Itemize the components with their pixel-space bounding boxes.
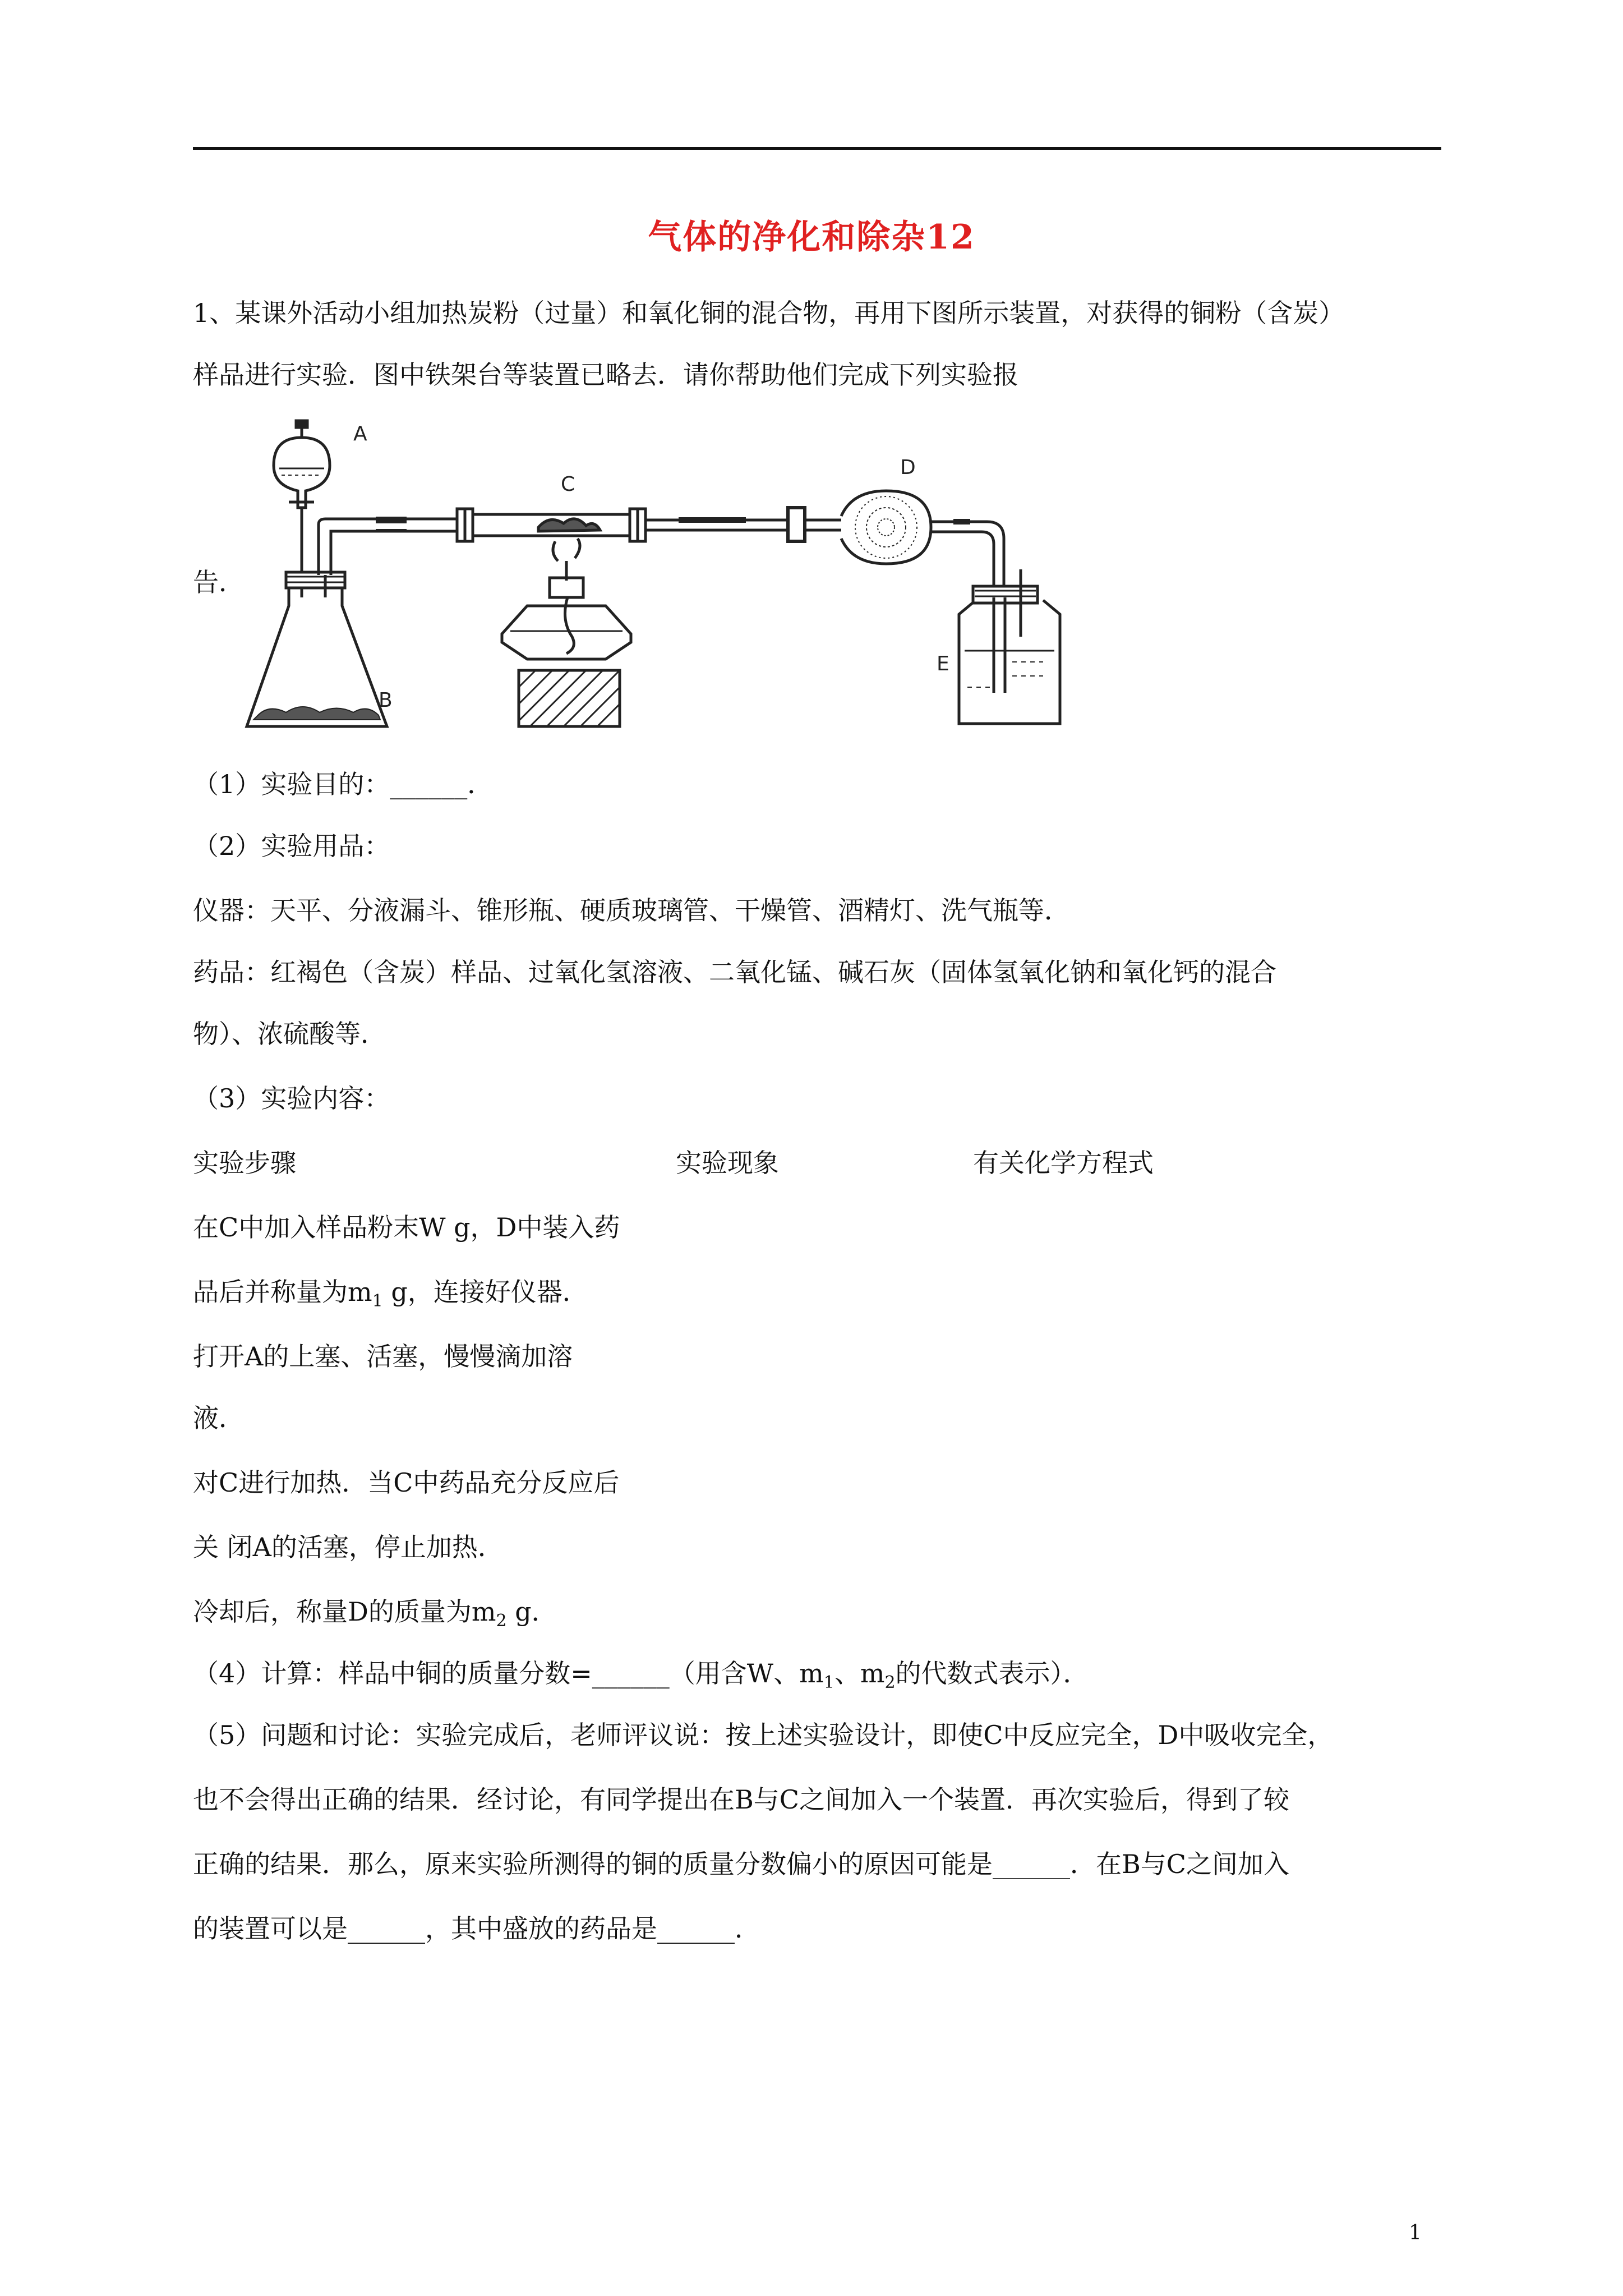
q1-line3: 告．: [193, 567, 245, 597]
q1-line1: 1、某课外活动小组加热炭粉（过量）和氧化铜的混合物，再用下图所示装置，对获得的铜粉（含炭）: [193, 298, 1345, 328]
alcohol-lamp: [502, 539, 631, 726]
item2: （2）实验用品：: [193, 831, 390, 861]
drying-tube-d: [788, 491, 1004, 597]
page-title: 气体的净化和除杂12: [648, 218, 975, 257]
step1-line2: 品后并称量为$m_1$ g，连接好仪器．: [193, 1277, 588, 1311]
step3-line2: 关 闭A的活塞，停止加热．: [193, 1532, 504, 1562]
conical-flask-b: [247, 572, 387, 726]
label-e: E: [937, 652, 949, 675]
glass-tube-c: [457, 509, 796, 541]
item5-line1: （5）问题和讨论：实验完成后，老师评议说：按上述实验设计，即使C中反应完全，D中吸收完全，: [193, 1720, 1334, 1750]
reagents-line2: 物）、浓硫酸等．: [193, 1019, 386, 1049]
item5-line2: 也不会得出正确的结果．经讨论，有同学提出在B与C之间加入一个装置．再次实验后，得到了较: [193, 1784, 1289, 1815]
page-number: 1: [1409, 2221, 1422, 2244]
item5-line3: 正确的结果．那么，原来实验所测得的铜的质量分数偏小的原因可能是______．在B与C之间加入: [193, 1849, 1289, 1879]
step4: 冷却后，称量D的质量为$m_2$ g．: [193, 1596, 557, 1631]
step1-line1: 在C中加入样品粉末W g，D中装入药: [193, 1212, 620, 1243]
label-c: C: [561, 473, 575, 496]
apparatus-diagram: [236, 412, 1122, 735]
step3-line1: 对C进行加热．当C中药品充分反应后: [193, 1467, 620, 1498]
header-rule: [193, 147, 1441, 150]
wash-bottle-e: [959, 569, 1060, 724]
step2-line1: 打开A的上塞、活塞，慢慢滴加溶: [193, 1341, 573, 1372]
item4: （4）计算：样品中铜的质量分数=______（用含W、$m_1$、$m_2$的代数式表示）．: [193, 1658, 1089, 1692]
label-a: A: [353, 422, 367, 445]
instruments: 仪器：天平、分液漏斗、锥形瓶、硬质玻璃管、干燥管、酒精灯、洗气瓶等．: [193, 895, 1070, 926]
label-b: B: [379, 689, 393, 712]
item5-line4: 的装置可以是______，其中盛放的药品是______．: [193, 1913, 760, 1944]
header-steps: 实验步骤: [193, 1148, 296, 1178]
header-equations: 有关化学方程式: [973, 1148, 1154, 1178]
header-phenomena: 实验现象: [676, 1148, 779, 1178]
step2-line2: 液．: [193, 1403, 245, 1433]
flask-solid: [253, 707, 380, 720]
q1-line2: 样品进行实验．图中铁架台等装置已略去．请你帮助他们完成下列实验报: [193, 360, 1018, 390]
item3: （3）实验内容：: [193, 1083, 390, 1114]
item1: （1）实验目的：______．: [193, 769, 494, 799]
reagents-line1: 药品：红褐色（含炭）样品、过氧化氢溶液、二氧化锰、碱石灰（固体氢氧化钠和氧化钙的混合: [193, 957, 1276, 987]
label-d: D: [900, 456, 916, 479]
